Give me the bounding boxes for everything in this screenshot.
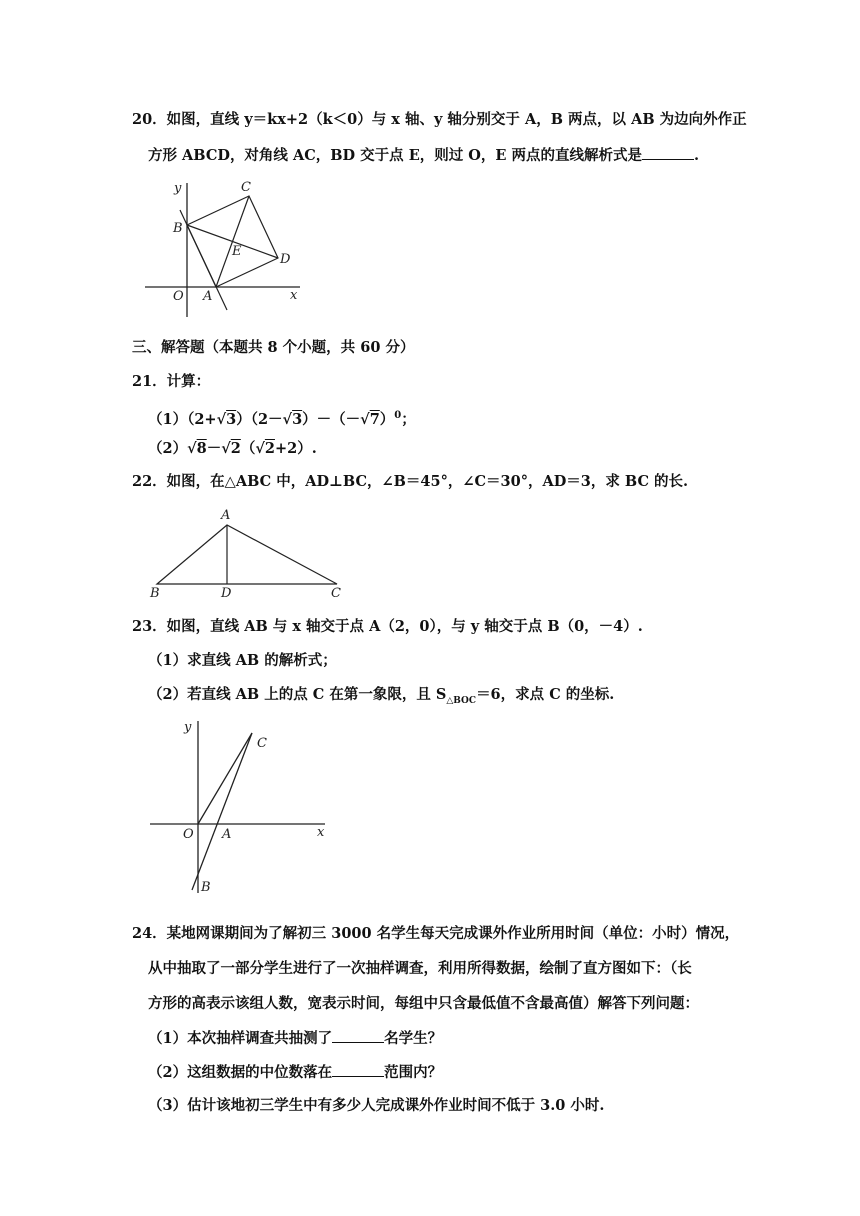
q23-label-a: A [222, 827, 232, 842]
q21-p1-exponent: 0 [394, 410, 402, 421]
q21-p1-radicand1: 3 [226, 410, 237, 428]
q20-answer-blank [642, 145, 694, 160]
q23-label-x: x [317, 825, 325, 840]
q21-part1 [148, 406, 416, 430]
q24-part3: （3）估计该地初三学生中有多少人完成课外作业时间不低于 3.0 小时. [148, 1097, 605, 1114]
q20-label-e: E [232, 244, 242, 259]
q20-line1: 20．如图，直线 y＝kx+2（k＜0）与 x 轴、y 轴分别交于 A，B 两点，以 AB 为边向外作正 [132, 111, 747, 128]
sqrt-symbol: √ [282, 410, 293, 428]
q23-part1: （1）求直线 AB 的解析式； [148, 652, 337, 669]
q22-label-a: A [221, 508, 231, 523]
sqrt-symbol: √ [255, 440, 265, 457]
q20-line2-text: 方形 ABCD，对角线 AC，BD 交于点 E，则过 O，E 两点的直线解析式是 [148, 147, 643, 164]
q21-p2-b: － [206, 440, 222, 457]
q24-p2-b: 范围内？ [384, 1064, 443, 1081]
q20-label-d: D [280, 252, 291, 267]
q20-label-y: y [174, 181, 182, 196]
q24-p1-blank [332, 1028, 384, 1043]
q21-title: 21．计算： [132, 373, 211, 390]
q24-p2-blank [332, 1062, 384, 1077]
q23-label-b: B [201, 880, 211, 895]
q23-p2-subscript: △BOC [446, 695, 477, 706]
q22-label-c: C [331, 586, 341, 601]
q24-part2 [148, 1062, 442, 1083]
q21-p1-radicand3: 7 [369, 410, 380, 428]
q20-line2 [148, 145, 699, 166]
q21-p2-radicand2: 2 [230, 440, 241, 457]
q23-p2-b: ＝6，求点 C 的坐标. [476, 686, 615, 703]
sqrt-symbol: √ [187, 440, 197, 457]
q21-p1-b: ）（2－ [236, 410, 283, 428]
section-3-heading: 三、解答题（本题共 8 个小题，共 60 分） [132, 339, 415, 356]
q21-p2-a: （2） [148, 440, 188, 457]
q22-label-d: D [221, 586, 232, 601]
q23-segment-oc [198, 733, 252, 824]
q20-end: . [694, 147, 700, 164]
q22-triangle [157, 525, 337, 584]
q23-label-y: y [184, 720, 192, 735]
q23-label-c: C [257, 736, 267, 751]
q24-part1 [148, 1028, 442, 1049]
q24-p1-b: 名学生？ [384, 1030, 443, 1047]
sqrt-symbol: √ [360, 410, 370, 428]
q23-p2-a: （2）若直线 AB 上的点 C 在第一象限，且 S [148, 686, 447, 703]
q22-label-b: B [150, 586, 160, 601]
q23-part2 [148, 685, 614, 711]
q24-line3: 方形的高表示该组人数，宽表示时间，每组中只含最低值不含最高值）解答下列问题： [148, 995, 699, 1012]
q21-p1-e: ； [401, 410, 416, 428]
q23-line-ab [192, 733, 252, 890]
q21-p1-a: （1）（2+ [148, 410, 217, 428]
q21-p1-c: ）－（－ [302, 410, 361, 428]
q24-line1: 24．某地网课期间为了解初三 3000 名学生每天完成课外作业所用时间（单位：小时）情况， [132, 925, 740, 942]
q21-p1-radicand2: 3 [292, 410, 303, 428]
q21-p2-c: （ [240, 440, 256, 457]
q24-line2: 从中抽取了一部分学生进行了一次抽样调查，利用所得数据，绘制了直方图如下：（长 [148, 960, 692, 977]
q22-figure [145, 505, 355, 600]
q22-text: 22．如图，在△ABC 中，AD⊥BC，∠B＝45°，∠C＝30°，AD＝3，求 BC 的长. [132, 473, 689, 490]
q20-label-x: x [290, 288, 298, 303]
q20-label-a: A [203, 289, 213, 304]
q21-p1-d: ） [379, 410, 395, 428]
q20-label-o: O [173, 289, 184, 304]
q20-figure [140, 175, 315, 320]
q21-p2-d: +2）. [274, 440, 317, 457]
q21-p2-radicand3: 2 [264, 440, 275, 457]
q21-part2 [148, 439, 317, 459]
q23-text: 23．如图，直线 AB 与 x 轴交于点 A（2，0），与 y 轴交于点 B（0，－4）. [132, 618, 643, 635]
q20-label-c: C [241, 180, 251, 195]
sqrt-symbol: √ [216, 410, 227, 428]
q24-p2-a: （2）这组数据的中位数落在 [148, 1064, 333, 1081]
q23-label-o: O [183, 827, 194, 842]
q21-p2-radicand1: 8 [196, 440, 207, 457]
q20-label-b: B [173, 221, 183, 236]
q24-p1-a: （1）本次抽样调查共抽测了 [148, 1030, 333, 1047]
q23-figure [145, 715, 335, 895]
sqrt-symbol: √ [221, 440, 231, 457]
